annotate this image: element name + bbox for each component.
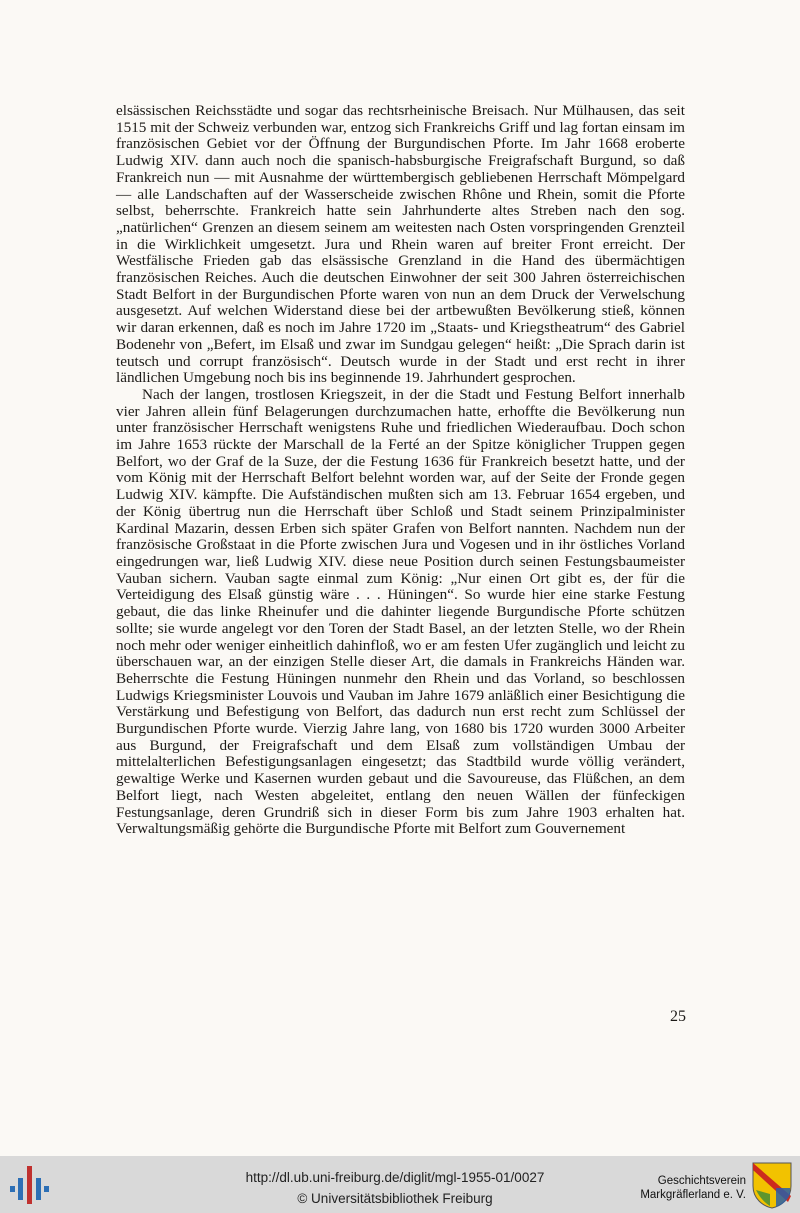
logo-bar xyxy=(44,1186,49,1192)
society-crest-icon xyxy=(750,1160,794,1210)
logo-bar xyxy=(18,1178,23,1200)
permalink-url[interactable]: http://dl.ub.uni-freiburg.de/diglit/mgl-1955-01/0027 xyxy=(245,1170,545,1185)
body-text xyxy=(116,103,685,838)
logo-bar xyxy=(10,1186,15,1192)
logo-bar xyxy=(36,1178,41,1200)
society-line-2: Markgräflerland e. V. xyxy=(640,1189,746,1201)
page-number: 25 xyxy=(670,1008,686,1025)
paragraph-2: Nach der langen, trostlosen Kriegszeit, in der die Stadt und Festung Belfort innerhalb vier Jahren allein fünf Belagerungen durchzumachen hatte, erhoffte die Bevölkerung nun unter französischer Herrschaft wenigstens Ruhe und friedlichen Wiederaufbau. Doch schon im Jahre 1653 rückte der Marschall de la Ferté an der Spitze königlicher Truppen gegen Belfort, wo der Graf de la Suze, der die Festung 1636 für Frankreich besetzt hatte, und der vom König mit der Herrschaft Belfort belehnt worden war, auf der Seite der Fronde gegen Ludwig XIV. kämpfte. Die Aufständischen mußten sich am 13. Februar 1654 ergeben, und der König übertrug nun die Herrschaft über Schloß und Stadt seinem Prinzipalminister Kardinal Mazarin, dessen Erben sich später Grafen von Belfort nannten. Nachdem nun der französische Großstaat in die Pforte zwischen Jura und Vogesen und in ihr östliches Vorland eingedrungen war, ließ Ludwig XIV. diese neue Position durch seinen Festungsbaumeister Vauban sichern. Vauban sagte einmal zum König: „Nur einen Ort gibt es, der für die Verteidigung des Elsaß günstig wäre . . . Hüningen“. So wurde hier eine starke Festung gebaut, die das linke Rheinufer und die dahinter liegende Burgundische Pforte schützen sollte; sie wurde angelegt vor den Toren der Stadt Basel, an der letzten Stelle, wo der Rhein noch mehr oder weniger einheitlich dahinfloß, wo er am festen Ufer zugänglich und leicht zu überschauen war, an der einzigen Stelle dieser Art, die damals in Frankreichs Händen war. Beherrschte die Festung Hüningen nunmehr den Rhein und das Vorland, so beschlossen Ludwigs Kriegsminister Louvois und Vauban im Jahre 1679 anläßlich einer Besichtigung die Verstärkung und Befestigung von Belfort, das dadurch nun erst recht zum Schlüssel der Burgundischen Pforte wurde. Vierzig Jahre lang, von 1680 bis 1720 wurden 3000 Arbeiter aus Burgund, der Freigrafschaft und dem Elsaß zum vollständigen Umbau der mittelalterlichen Befestigungsanlagen eingesetzt; das Stadtbild wurde völlig verändert, gewaltige Werke und Kasernen wurden gebaut und die Savoureuse, das Flüßchen, an dem Belfort liegt, nach Westen abgeleitet, entlang den neuen Wällen der fünfeckigen Festungsanlage, deren Grundriß sich in dieser Form bis zum Jahre 1903 erhalten hat. Verwaltungsmäßig gehörte die Burgundische Pforte mit Belfort zum Gouvernement xyxy=(116,385,685,838)
society-name xyxy=(606,1174,746,1202)
copyright-notice: © Universitätsbibliothek Freiburg xyxy=(297,1191,493,1206)
viewer-footer xyxy=(0,1156,800,1213)
logo-bar xyxy=(27,1166,32,1204)
ub-freiburg-logo[interactable] xyxy=(8,1164,52,1206)
paragraph-1: elsässischen Reichsstädte und sogar das rechtsrheinische Breisach. Nur Mülhausen, das seit 1515 mit der Schweiz verbunden war, entzog sich Frankreichs Griff und lag fortan einsam im französischen Gebiet vor der Öffnung der Burgundischen Pforte. Im Jahr 1668 eroberte Ludwig XIV. dann auch noch die spanisch-habsburgische Freigrafschaft Burgund, so daß Frankreich nun — mit Ausnahme der württembergisch gebliebenen Herrschaft Mömpelgard — alle Landschaften auf der Wasserscheide zwischen Rhône und Rhein, somit die Pforte selbst, beherrschte. Frankreich hatte sein Jahrhunderte altes Streben nach den sog. „natürlichen“ Grenzen an diesem seinem am weitesten nach Osten vorspringenden Grenzteil in die Wirklichkeit umgesetzt. Jura und Rhein waren auf breiter Front erreicht. Der Westfälische Frieden gab das elsässische Grenzland in die Hand des übermächtigen französischen Reiches. Auch die deutschen Einwohner der seit 300 Jahren österreichischen Stadt Belfort in der Burgundischen Pforte waren von nun an dem Druck der Verwelschung ausgesetzt. Auf welchen Widerstand diese bei der artbewußten Bevölkerung stieß, können wir daran erkennen, daß es noch im Jahre 1720 im „Staats- und Kriegstheatrum“ des Gabriel Bodenehr von „Befert, im Elsaß und zwar im Sundgau gelegen“ heißt: „Die Sprach darin ist teutsch und corrupt französisch“. Deutsch wurde in der Stadt und erst recht in ihrer ländlichen Umgebung noch bis ins beginnende 19. Jahrhundert gesprochen. xyxy=(116,102,685,387)
society-line-1: Geschichtsverein xyxy=(657,1175,746,1187)
